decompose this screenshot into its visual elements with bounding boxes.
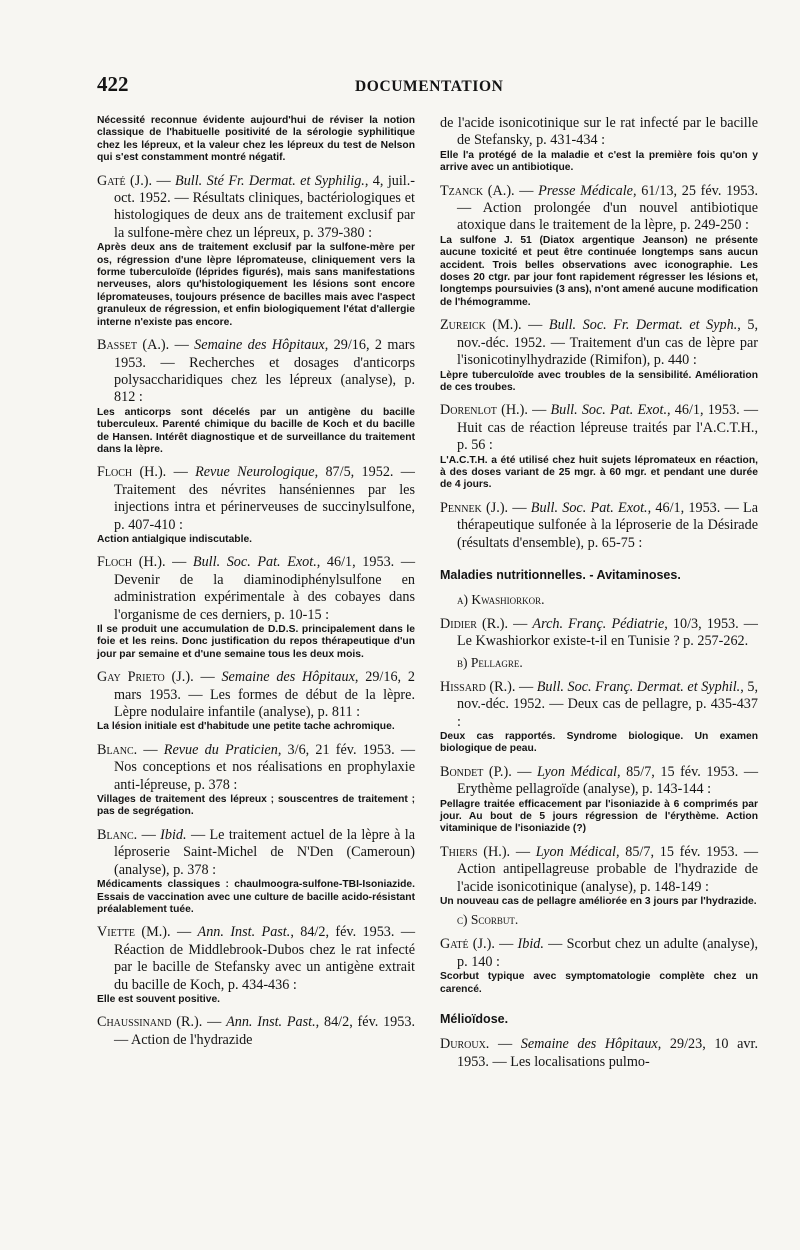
citation-details: , 4, juil.-oct. 1952. — Résultats cliniques, bactériologiques et histologiques de deux ans de traitement exclusif par la sulfone-mère chez un lépreux, p. 379-380 : [114,172,416,241]
subsection-heading: b) Pellagre. [457,654,523,670]
author-name: Thiers (H.). [440,843,511,860]
citation-details: , 84/2, fév. 1953. — Réaction de Middlebrook-Dubos chez le rat infecté par le bacille de Stefansky avec un antigène extrait du bacille de Koch, p. 434-436 : [114,924,416,993]
bibliography-entry [440,679,758,756]
left-column [97,115,415,1049]
author-name: Hissard (R.). [440,678,516,695]
abstract-text: Il se produit une accumulation de D.D.S. principalement dans le foie et les reins. Donc justification du repos thérapeutique d'un jour par semaine et d'une semaine tous les deux mois. [97,624,415,660]
journal-title: Ann. Inst. Past. [226,1014,316,1031]
author-name: Chaussinand (R.). [97,1014,203,1031]
author-name: Floch (H.). [97,554,166,571]
journal-title: Ann. Inst. Past. [197,924,291,941]
journal-title: Ibid. [517,936,544,953]
citation-details: de l'acide isonicotinique sur le rat infecté par le bacille de Stefansky, p. 431-434 : [440,115,758,149]
citation-details: , 10/3, 1953. — Le Kwashiorkor existe-t-il en Tunisie ? p. 257-262. [457,615,758,650]
bibliography-entry [440,844,758,909]
citation: Chaussinand (R.). — Ann. Inst. Past., 84/2, fév. 1953. — Action de l'hydrazide [97,1014,416,1048]
bibliography-entry [440,402,758,491]
bibliography-entry [440,500,758,552]
bibliography-entry [97,173,415,329]
abstract-text: Médicaments classiques : chaulmoogra-sulfone-TBI-Isoniazide. Essais de vaccination avec une culture de bacille acido-résistant préalablement tuée. [97,879,415,915]
journal-title: Semaine des Hôpitaux [194,337,325,354]
bibliography-entry [97,115,415,165]
abstract-text: La sulfone J. 51 (Diatox argentique Jeanson) ne présente aucune toxicité et peut être continuée longtemps sans aucun accident. Trois belles observations avec iconographie. Les doses 20 ctgr. par jour font rapidement régresser les lésions et, longtemps poursuivies (3 ans), n'ont amené aucune modification de l'hémogramme. [440,234,758,308]
journal-title: Bull. Sté Fr. Dermat. et Syphilig. [175,172,365,189]
journal-title: Bull. Soc. Franç. Dermat. et Syphil. [536,678,741,695]
citation: Gaté (J.). — Ibid. — Scorbut chez un adulte (analyse), p. 140 : [440,936,759,970]
bibliography-entry [440,115,758,175]
abstract-text: Villages de traitement des lépreux ; souscentres de traitement ; pas de segrégation. [97,794,415,818]
author-name: Viette (M.). [97,924,171,941]
bibliography-entry [97,554,415,661]
citation: Tzanck (A.). — Presse Médicale, 61/13, 25 fév. 1953. — Action prolongée d'un nouvel antibiotique atoxique dans le traitement de la lèpre, p. 249-250 : [440,182,758,234]
bibliography-entry [97,464,415,546]
journal-title: Bull. Soc. Pat. Exot. [192,554,317,571]
bibliography-entry [97,1014,415,1049]
citation: Thiers (H.). — Lyon Médical, 85/7, 15 fév. 1953. — Action antipellagreuse probable de l'hydrazide de l'acide isonicotinique (analyse), p. 148-149 : [440,843,759,895]
author-name: Floch (H.). [97,464,167,481]
bibliography-entry [97,669,415,734]
citation-details: , 46/1, 1953. — Huit cas de réaction lépreuse traités par l'A.C.T.H., p. 56 : [457,402,759,454]
subsection-heading: c) Scorbut. [457,912,519,928]
bibliography-entry [97,742,415,819]
running-header: DOCUMENTATION [355,78,504,95]
journal-title: Lyon Médical [535,843,616,860]
citation-details: — Scorbut chez un adulte (analyse), p. 140 : [457,936,759,970]
page-number: 422 [97,72,129,96]
citation-details: , 29/16, 2 mars 1953. — Recherches et dosages d'anticorps polysaccharidiques chez les lépreux (analyse), p. 812 : [114,337,415,406]
citation: Pennek (J.). — Bull. Soc. Pat. Exot., 46/1, 1953. — La thérapeutique sulfonée à la léproserie de la Désirade (résultats d'ensemble), p. 65-75 : [440,499,758,551]
journal-title: Bull. Soc. Pat. Exot. [550,402,668,419]
citation: Blanc. — Ibid. — Le traitement actuel de la lèpre à la léproserie Saint-Michel de N'Den (Cameroun) (analyse), p. 378 : [97,826,415,878]
bibliography-entry [97,337,415,456]
bibliography-entry [440,936,758,996]
abstract-text: Un nouveau cas de pellagre améliorée en 3 jours par l'hydrazide. [440,896,757,908]
abstract-text: Elle est souvent positive. [97,993,221,1005]
bibliography-entry [440,764,758,836]
citation [440,115,758,150]
abstract-text: Après deux ans de traitement exclusif par la sulfone-mère per os, régression d'une lèpre lépromateuse, cliniquement vers la forme tuberculoïde (léprides figurés), mais sans manifestations nerveuses, alors qu'histologiquement les lésions sont encore lépromateuses, toujours présence de bacilles mais avec l'aspect granuleux de régression, et enfin biologiquement l'état d'allergie interne n'existe pas encore. [97,242,415,328]
bibliography-entry [440,1036,758,1071]
abstract-text: Scorbut typique avec symptomatologie complète chez un carencé. [440,971,758,995]
journal-title: Semaine des Hôpitaux [221,669,355,686]
author-name: Tzanck (A.). [440,182,515,199]
author-name: Zureick (M.). [440,317,522,334]
abstract-text: Les anticorps sont décelés par un antigène du bacille tuberculeux. Parenté chimique du bacille de Koch et du bacille de Hansen. Intérêt diagnostique et de surveillance du traitement dans la lèpre. [97,406,415,455]
author-name: Duroux. [440,1036,490,1053]
abstract-text: Elle l'a protégé de la maladie et c'est la première fois qu'on y arrive avec un antibiotique. [440,149,758,174]
citation-details: , 29/16, 2 mars 1953. — Les formes de début de la lèpre. Lèpre nodulaire infantile (analyse), p. 811 : [114,669,416,721]
citation-details: , 3/6, 21 fév. 1953. — Nos conceptions et nos réalisations en prophylaxie anti-lépreuse, p. 378 : [114,741,416,793]
journal-title: Semaine des Hôpitaux [520,1036,658,1053]
journal-title: Lyon Médical [537,763,617,780]
subsection-heading: a) Kwashiorkor. [457,591,545,607]
author-name: Blanc. [97,826,138,843]
abstract-text: Pellagre traitée efficacement par l'isoniazide à 6 comprimés par jour. Au bout de 5 jours régression de l'érythème. Action vitaminique de l'isoniazide (?) [440,798,758,835]
author-name: Basset (A.). [97,337,170,354]
journal-title: Ibid. [160,826,187,843]
citation-details: , 85/7, 15 fév. 1953. — Action antipellagreuse probable de l'hydrazide de l'acide isonicotinique (analyse), p. 148-149 : [457,843,759,895]
citation-details: , 61/13, 25 fév. 1953. — Action prolongée d'un nouvel antibiotique atoxique dans le traitement de la lèpre, p. 249-250 : [457,182,758,234]
citation: Basset (A.). — Semaine des Hôpitaux, 29/16, 2 mars 1953. — Recherches et dosages d'anticorps polysaccharidiques chez les lépreux (analyse), p. 812 : [97,337,415,406]
journal-title: Revue Neurologique [195,464,315,481]
citation: Zureick (M.). — Bull. Soc. Fr. Dermat. et Syph., 5, nov.-déc. 1952. — Traitement d'un cas de lèpre par l'isonicotinylhydrazide (Rimifon), p. 440 : [440,317,759,369]
abstract-text: Nécessité reconnue évidente aujourd'hui de réviser la notion classique de l'habituelle positivité de la sérologie syphilitique chez les lépreux, et la valeur chez les lépreux du test de Nelson qui s'est constamment montré négatif. [97,115,415,164]
bibliography-entry [440,317,758,394]
citation-details: , 29/23, 10 avr. 1953. — Les localisations pulmo- [457,1036,759,1070]
journal-title: Arch. Franç. Pédiatrie [532,615,665,632]
abstract-text: Action antialgique indiscutable. [97,533,253,545]
author-name: Pennek (J.). [440,499,509,516]
citation-details: , 85/7, 15 fév. 1953. — Erythème pellagroïde (analyse), p. 143-144 : [457,763,759,798]
abstract-text: L'A.C.T.H. a été utilisé chez huit sujets lépromateux en réaction, à des doses variant de 25 mgr. à 60 mgr. et pendant une durée de 4 jours. [440,454,758,491]
bibliography-entry [440,183,758,310]
abstract-text: Deux cas rapportés. Syndrome biologique. Un examen biologique de peau. [440,731,758,755]
citation: Duroux. — Semaine des Hôpitaux, 29/23, 10 avr. 1953. — Les localisations pulmo- [440,1036,759,1070]
citation: Floch (H.). — Bull. Soc. Pat. Exot., 46/1, 1953. — Devenir de la diaminodiphénylsulfone en administration expérimentale à des cobayes dans l'organisme de ces derniers, p. 10-15 : [97,554,416,623]
citation: Blanc. — Revue du Praticien, 3/6, 21 fév. 1953. — Nos conceptions et nos réalisations en prophylaxie anti-lépreuse, p. 378 : [97,741,416,793]
abstract-text: La lésion initiale est d'habitude une petite tache achromique. [97,721,395,733]
author-name: Blanc. [97,741,138,758]
author-name: Gaté (J.). [440,936,495,953]
citation: Dorenlot (H.). — Bull. Soc. Pat. Exot., 46/1, 1953. — Huit cas de réaction lépreuse traités par l'A.C.T.H., p. 56 : [440,402,759,454]
bibliography-entry [97,827,415,916]
bibliography-entry [97,924,415,1006]
citation: Viette (M.). — Ann. Inst. Past., 84/2, fév. 1953. — Réaction de Middlebrook-Dubos chez le rat infecté par le bacille de Stefansky avec un antigène extrait du bacille de Koch, p. 434-436 : [97,924,416,993]
author-name: Gaté (J.). [97,172,153,189]
citation: Floch (H.). — Revue Neurologique, 87/5, 1952. — Traitement des névrites hanséniennes par les injections intra et périnerveuses de succinylsulfone, p. 407-410 : [97,464,415,533]
journal-title: Presse Médicale [538,182,633,199]
journal-title: Bull. Soc. Pat. Exot. [530,499,648,516]
citation: Hissard (R.). — Bull. Soc. Franç. Dermat. et Syphil., 5, nov.-déc. 1952. — Deux cas de pellagre, p. 435-437 : [440,678,758,730]
section-heading: Maladies nutritionnelles. - Avitaminoses. [440,567,681,582]
citation-details: — Le traitement actuel de la lèpre à la léproserie Saint-Michel de N'Den (Cameroun) (analyse), p. 378 : [114,826,415,878]
citation-details: , 87/5, 1952. — Traitement des névrites hanséniennes par les injections intra et périnerveuses de succinylsulfone, p. 407-410 : [114,464,415,533]
citation: Bondet (P.). — Lyon Médical, 85/7, 15 fév. 1953. — Erythème pellagroïde (analyse), p. 143-144 : [440,763,759,798]
citation-details: , 46/1, 1953. — Devenir de la diaminodiphénylsulfone en administration expérimentale à des cobayes dans l'organisme de ces derniers, p. 10-15 : [114,554,416,623]
author-name: Dorenlot (H.). [440,402,528,419]
citation-details: , 84/2, fév. 1953. — Action de l'hydrazide [114,1014,416,1048]
bibliography-entry [440,616,758,651]
author-name: Didier (R.). [440,615,509,632]
citation: Gay Prieto (J.). — Semaine des Hôpitaux, 29/16, 2 mars 1953. — Les formes de début de la lèpre. Lèpre nodulaire infantile (analyse), p. 811 : [97,669,416,721]
right-column [440,115,758,1071]
section-heading: Mélioïdose. [440,1012,509,1027]
citation: Gaté (J.). — Bull. Sté Fr. Dermat. et Syphilig., 4, juil.-oct. 1952. — Résultats cliniques, bactériologiques et histologiques de deux ans de traitement exclusif par la sulfone-mère chez un lépreux, p. 379-380 : [97,172,416,241]
author-name: Bondet (P.). [440,763,512,780]
journal-title: Bull. Soc. Fr. Dermat. et Syph. [548,317,738,334]
citation-details: , 5, nov.-déc. 1952. — Deux cas de pellagre, p. 435-437 : [457,678,758,730]
journal-title: Revue du Praticien [163,741,278,758]
citation-details: , 46/1, 1953. — La thérapeutique sulfonée à la léproserie de la Désirade (résultats d'ensemble), p. 65-75 : [457,499,758,551]
author-name: Gay Prieto (J.). [97,669,194,686]
citation: Didier (R.). — Arch. Franç. Pédiatrie, 10/3, 1953. — Le Kwashiorkor existe-t-il en Tunisie ? p. 257-262. [440,615,758,650]
abstract-text: Lèpre tuberculoïde avec troubles de la sensibilité. Amélioration de ces troubes. [440,369,758,393]
citation-details: , 5, nov.-déc. 1952. — Traitement d'un cas de lèpre par l'isonicotinylhydrazide (Rimifon), p. 440 : [457,317,759,369]
